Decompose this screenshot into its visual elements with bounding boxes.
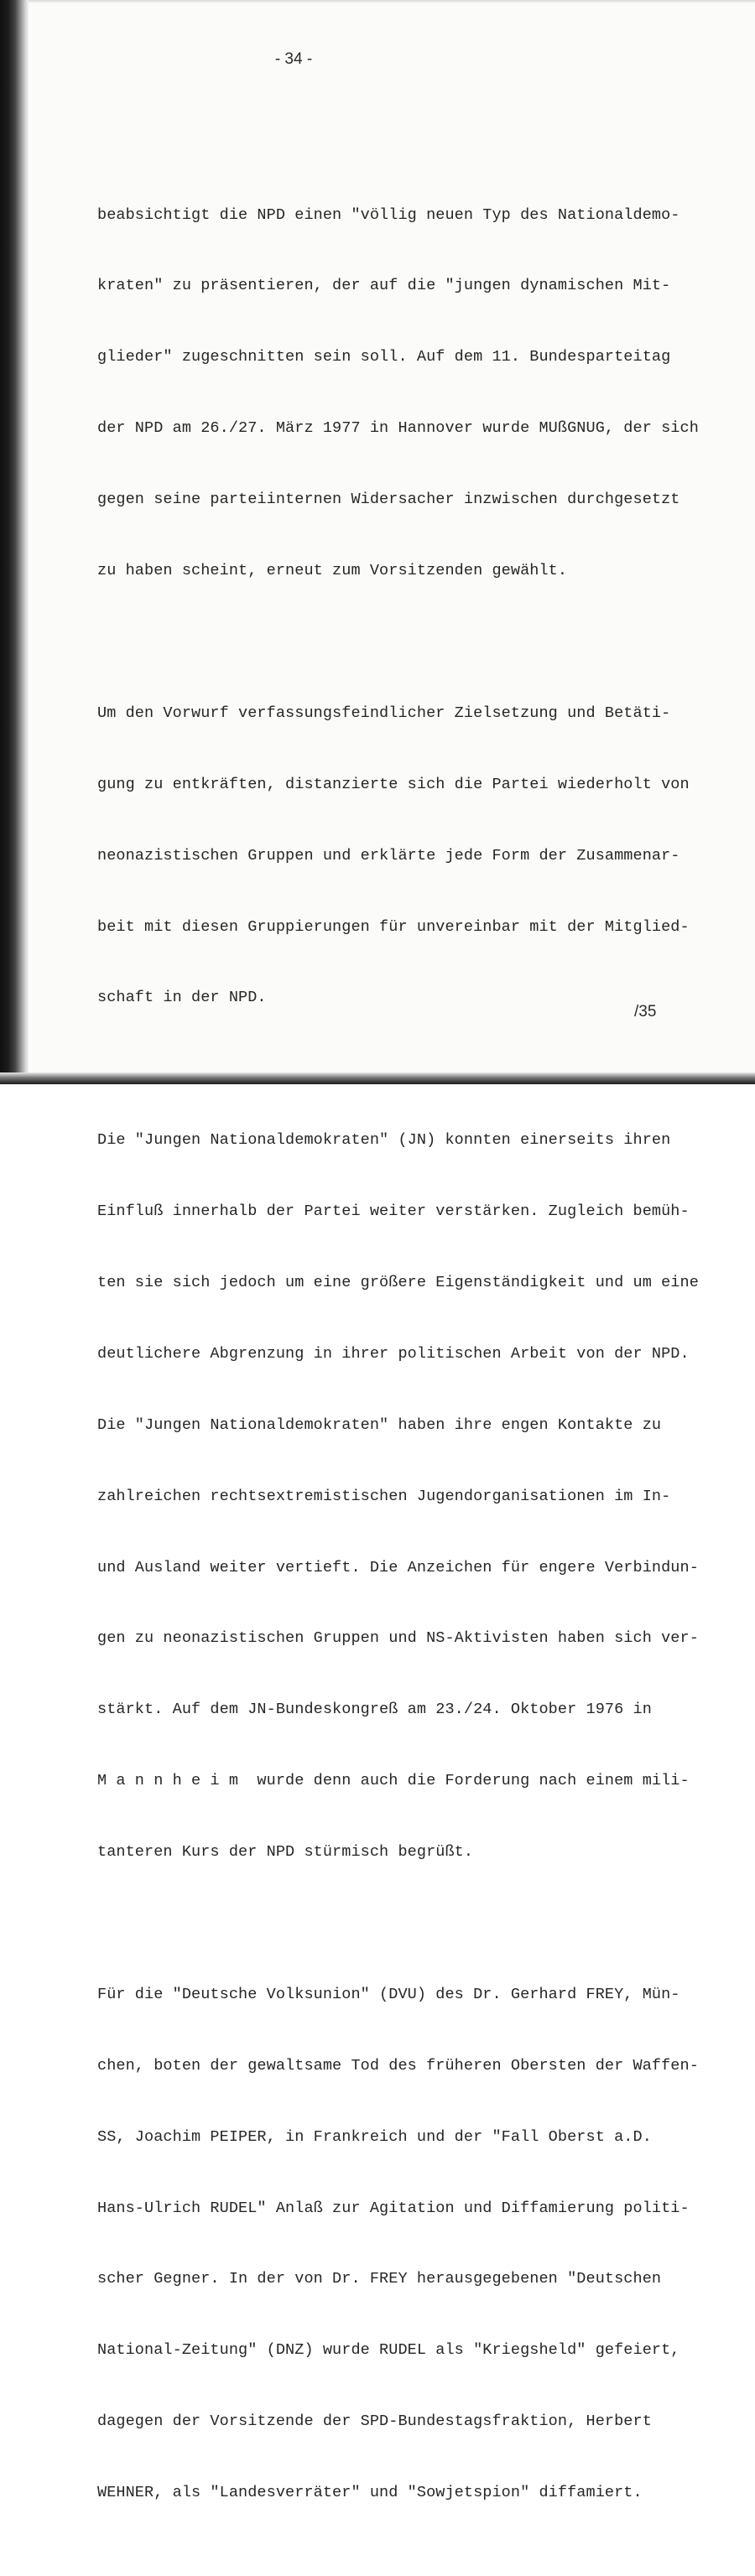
text-line: gegen seine parteiinternen Widersacher inzwischen durchgesetzt xyxy=(97,491,680,509)
page-number xyxy=(0,50,587,69)
text-line: Hans-Ulrich RUDEL" Anlaß zur Agitation und Diffamierung politi- xyxy=(97,2199,690,2217)
text-line: schaft in der NPD. xyxy=(97,989,267,1007)
text-line: zu haben scheint, erneut zum Vorsitzenden gewählt. xyxy=(97,562,568,580)
text-line: glieder" zugeschnitten sein soll. Auf dem 11. Bundesparteitag xyxy=(97,348,671,366)
text-line: beabsichtigt die NPD einen "völlig neuen Typ des Nationaldemo- xyxy=(97,205,680,224)
text-line: gung zu entkräften, distanzierte sich die Partei wiederholt von xyxy=(97,775,690,793)
text-line: National-Zeitung" (DNZ) wurde RUDEL als "Kriegsheld" gefeiert, xyxy=(97,2341,680,2360)
text-line: WEHNER, als "Landesverräter" und "Sowjetspion" diffamiert. xyxy=(97,2484,643,2502)
text-line: Die "Jungen Nationaldemokraten" (JN) konnten einerseits ihren xyxy=(97,1131,671,1150)
text-line: und Ausland weiter vertieft. Die Anzeichen für engere Verbindun- xyxy=(97,1558,699,1576)
page-number-label: - 34 - xyxy=(274,50,313,68)
text-line: dagegen der Vorsitzende der SPD-Bundestagsfraktion, Herbert xyxy=(97,2412,652,2431)
text-line: chen, boten der gewaltsame Tod des früheren Obersten der Waffen- xyxy=(97,2056,699,2075)
text-line: deutlichere Abgrenzung in ihrer politischen Arbeit von der NPD. xyxy=(97,1344,690,1363)
page-bottom-edge xyxy=(0,1072,755,1084)
text-line: Einfluß innerhalb der Partei weiter verstärken. Zugleich bemüh- xyxy=(97,1202,690,1221)
text-line: tanteren Kurs der NPD stürmisch begrüßt. xyxy=(97,1843,474,1862)
paragraph-2 xyxy=(97,654,710,1057)
binding-edge xyxy=(0,0,29,1084)
text-line: Um den Vorwurf verfassungsfeindlicher Zielsetzung und Betäti- xyxy=(97,704,671,722)
paragraph-3 xyxy=(97,1082,710,1912)
text-line: scher Gegner. In der von Dr. FREY herausgegebenen "Deutschen xyxy=(97,2270,662,2288)
next-page-marker: /35 xyxy=(634,1003,657,1021)
text-line: stärkt. Auf dem JN-Bundeskongreß am 23./24. Oktober 1976 in xyxy=(97,1701,652,1719)
text-line: kraten" zu präsentieren, der auf die "jungen dynamischen Mit- xyxy=(97,277,671,295)
text-line: zahlreichen rechtsextremistischen Jugendorganisationen im In- xyxy=(97,1487,671,1505)
paragraph-4 xyxy=(97,1935,710,2553)
body-text xyxy=(97,156,710,2576)
text-line: beit mit diesen Gruppierungen für unvereinbar mit der Mitglied- xyxy=(97,917,690,936)
text-line: SS, Joachim PEIPER, in Frankreich und der "Fall Oberst a.D. xyxy=(97,2127,652,2146)
paragraph-1 xyxy=(97,156,710,631)
text-line: der NPD am 26./27. März 1977 in Hannover wurde MUßGNUG, der sich xyxy=(97,419,699,438)
text-line: M a n n h e i m wurde denn auch die Forderung nach einem mili- xyxy=(97,1772,690,1790)
text-line: Für die "Deutsche Volksunion" (DVU) des Dr. Gerhard FREY, Mün- xyxy=(97,1985,680,2003)
page-top-edge xyxy=(0,0,755,3)
text-line: gen zu neonazistischen Gruppen und NS-Aktivisten haben sich ver- xyxy=(97,1629,699,1648)
text-line: Die "Jungen Nationaldemokraten" haben ihre engen Kontakte zu xyxy=(97,1415,662,1434)
text-line: neonazistischen Gruppen und erklärte jede Form der Zusammenar- xyxy=(97,846,680,865)
text-line: ten sie sich jedoch um eine größere Eigenständigkeit und um eine xyxy=(97,1273,699,1291)
